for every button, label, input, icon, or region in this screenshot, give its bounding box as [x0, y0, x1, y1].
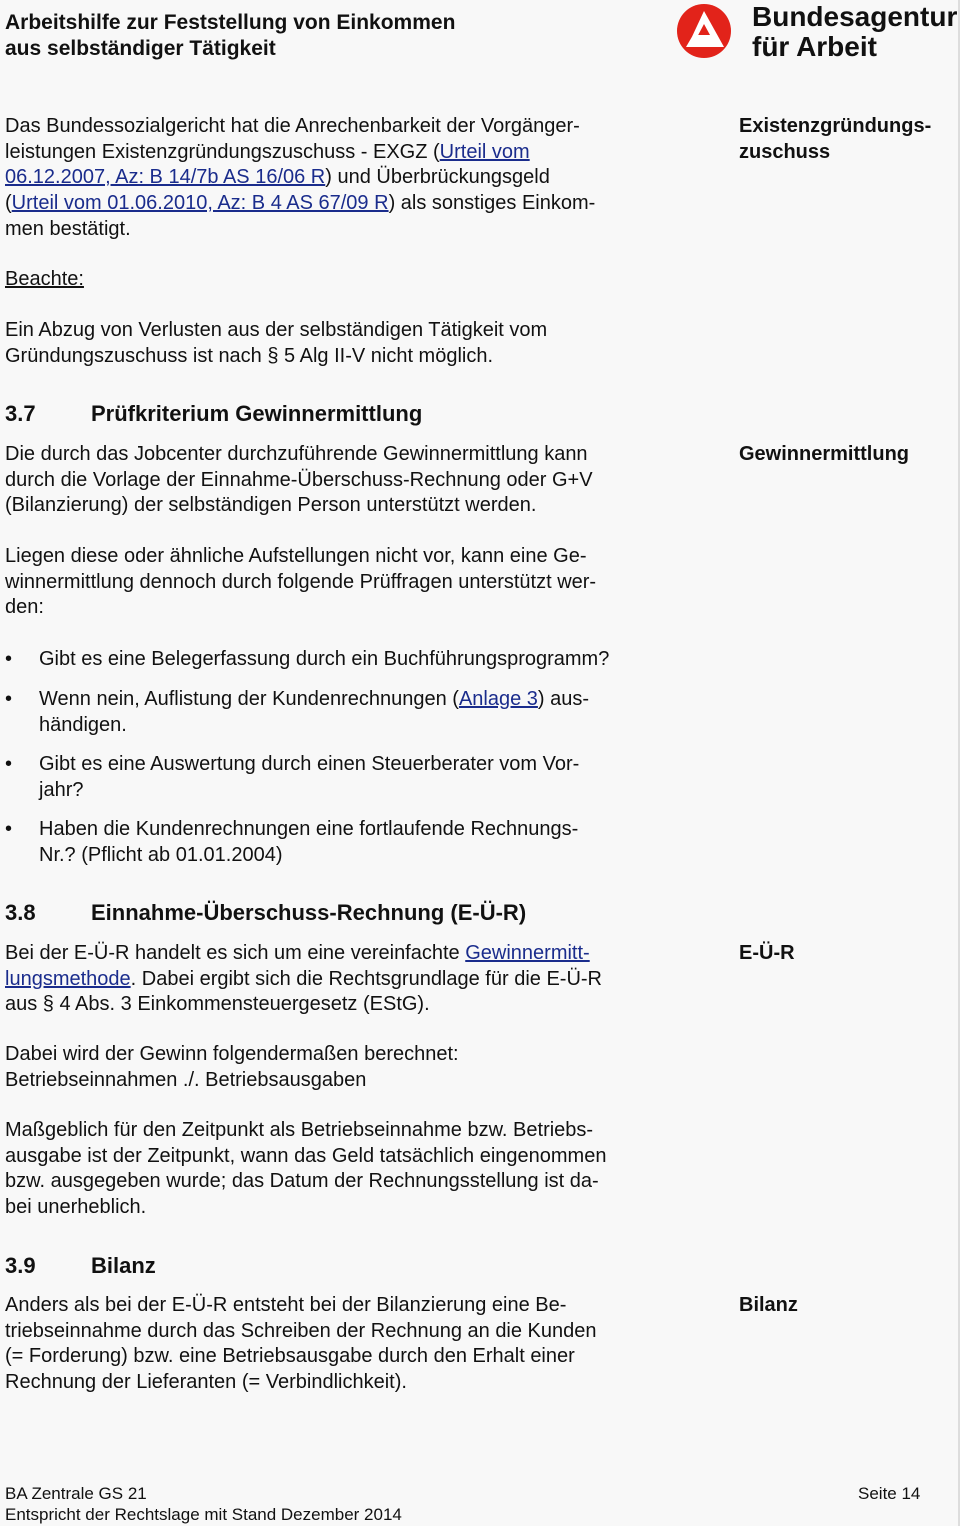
text-line: Maßgeblich für den Zeitpunkt als Betriebseinnahme bzw. Betriebs-	[5, 1119, 594, 1141]
text-line: Das Bundessozialgericht hat die Anrechenbarkeit der Vorgänger-	[5, 115, 580, 137]
section-heading-3-7	[5, 401, 422, 427]
text: ) als sonstiges Einkom-	[388, 192, 596, 215]
section-number: 3.8	[5, 900, 36, 925]
margin-line: zuschuss	[739, 140, 831, 163]
text-line: Gründungszuschuss ist nach § 5 Alg II-V nicht möglich.	[5, 344, 494, 367]
margin-note-existenzgruendung	[739, 114, 931, 165]
text-line: Nr.? (Pflicht ab 01.01.2004)	[39, 843, 283, 866]
text-line: ausgabe ist der Zeitpunkt, wann das Geld tatsächlich eingenommen	[5, 1144, 607, 1167]
text-line: Ein Abzug von Verlusten aus der selbständigen Tätigkeit vom	[5, 319, 548, 341]
text-line: händigen.	[39, 713, 127, 736]
beachte-label: Beachte:	[5, 268, 84, 290]
text-line: Dabei wird der Gewinn folgendermaßen berechnet:	[5, 1043, 459, 1065]
text-line: bzw. ausgegeben wurde; das Datum der Rechnungsstellung ist da-	[5, 1170, 599, 1193]
section-heading-3-9	[5, 1253, 156, 1279]
bullet-item	[5, 687, 589, 738]
margin-line: Existenzgründungs-	[739, 115, 932, 137]
text-line: Haben die Kundenrechnungen eine fortlaufende Rechnungs-	[39, 818, 579, 840]
document-title	[5, 10, 455, 62]
anlage-3-link[interactable]: Anlage 3	[458, 688, 538, 710]
text: Wenn nein, Auflistung der Kundenrechnungen (	[39, 688, 459, 710]
margin-note-eur: E-Ü-R	[739, 942, 795, 964]
footer-page-number: Seite 14	[858, 1484, 921, 1503]
footer-org: BA Zentrale GS 21	[5, 1484, 147, 1503]
bullet-item	[5, 647, 609, 673]
text-line: bei unerheblich.	[5, 1196, 147, 1219]
paragraph-zeitpunkt	[5, 1118, 695, 1221]
text-line: jahr?	[39, 778, 84, 801]
title-line: Arbeitshilfe zur Feststellung von Einkommen	[5, 11, 456, 34]
text-line: Liegen diese oder ähnliche Aufstellungen nicht vor, kann eine Ge-	[5, 545, 587, 567]
text: ) und Überbrückungsgeld	[325, 166, 550, 189]
text-line: Betriebseinnahmen ./. Betriebsausgaben	[5, 1068, 367, 1091]
paragraph-gewinnermittlung	[5, 442, 695, 519]
text-line: Die durch das Jobcenter durchzuführende Gewinnermittlung kann	[5, 443, 588, 465]
gewinnermittlungsmethode-link[interactable]: Gewinnermitt-	[465, 942, 590, 964]
text: leistungen Existenzgründungszuschuss - EXGZ (	[5, 140, 440, 163]
text-line: (Bilanzierung) der selbständigen Person unterstützt werden.	[5, 494, 537, 517]
ba-logo-icon	[676, 3, 732, 59]
text: (	[5, 192, 12, 215]
gewinnermittlungsmethode-link-cont[interactable]: lungsmethode	[5, 967, 131, 990]
section-number: 3.7	[5, 401, 36, 426]
paragraph-prueffragen	[5, 544, 695, 621]
text: Bei der E-Ü-R handelt es sich um eine vereinfachte	[5, 942, 466, 964]
paragraph-bilanz	[5, 1293, 695, 1396]
paragraph-gewinn	[5, 1042, 695, 1093]
text-line: Gibt es eine Belegerfassung durch ein Buchführungsprogramm?	[39, 648, 610, 670]
margin-note-gewinnermittlung: Gewinnermittlung	[739, 443, 909, 465]
text-line: Gibt es eine Auswertung durch einen Steuerberater vom Vor-	[39, 753, 580, 775]
footer-status: Entspricht der Rechtslage mit Stand Dezember 2014	[5, 1505, 402, 1524]
text-line: aus § 4 Abs. 3 Einkommensteuergesetz (EStG).	[5, 993, 430, 1016]
margin-note-bilanz: Bilanz	[739, 1294, 798, 1316]
urteil-link-2[interactable]: Urteil vom 01.06.2010, Az: B 4 AS 67/09 R	[11, 192, 389, 215]
text-line: Anders als bei der E-Ü-R entsteht bei der Bilanzierung eine Be-	[5, 1294, 567, 1316]
section-heading-3-8	[5, 900, 526, 926]
text: ) aus-	[537, 688, 590, 710]
urteil-link-1[interactable]: Urteil vom	[439, 140, 530, 163]
paragraph-bsg	[5, 114, 695, 243]
text-line: men bestätigt.	[5, 217, 131, 240]
bullet-icon: •	[5, 688, 13, 710]
text-line: triebseinnahme durch das Schreiben der Rechnung an die Kunden	[5, 1319, 597, 1342]
urteil-link-1-cont[interactable]: 06.12.2007, Az: B 14/7b AS 16/06 R	[5, 166, 326, 189]
text-line: (= Forderung) bzw. eine Betriebsausgabe durch den Erhalt einer	[5, 1345, 575, 1368]
paragraph-eur	[5, 941, 695, 1018]
text: . Dabei ergibt sich die Rechtsgrundlage für die E-Ü-R	[130, 967, 602, 990]
ba-logo-text	[752, 2, 957, 62]
section-title: Einnahme-Überschuss-Rechnung (E-Ü-R)	[91, 900, 527, 925]
bullet-icon: •	[5, 648, 13, 670]
text-line: winnermittlung dennoch durch folgende Prüffragen unterstützt wer-	[5, 570, 597, 593]
bullet-icon: •	[5, 753, 13, 775]
section-title: Bilanz	[91, 1253, 156, 1278]
text-line: durch die Vorlage der Einnahme-Überschuss-Rechnung oder G+V	[5, 468, 593, 491]
logo-line: Bundesagentur	[752, 1, 958, 32]
bullet-item	[5, 817, 578, 868]
text-line: den:	[5, 596, 44, 619]
section-title: Prüfkriterium Gewinnermittlung	[91, 401, 423, 426]
bullet-icon: •	[5, 818, 13, 840]
title-line: aus selbständiger Tätigkeit	[5, 37, 276, 60]
text-line: Rechnung der Lieferanten (= Verbindlichkeit).	[5, 1371, 407, 1394]
bullet-item	[5, 752, 579, 803]
logo-line: für Arbeit	[752, 31, 877, 62]
section-number: 3.9	[5, 1253, 36, 1278]
paragraph-verluste	[5, 318, 695, 369]
